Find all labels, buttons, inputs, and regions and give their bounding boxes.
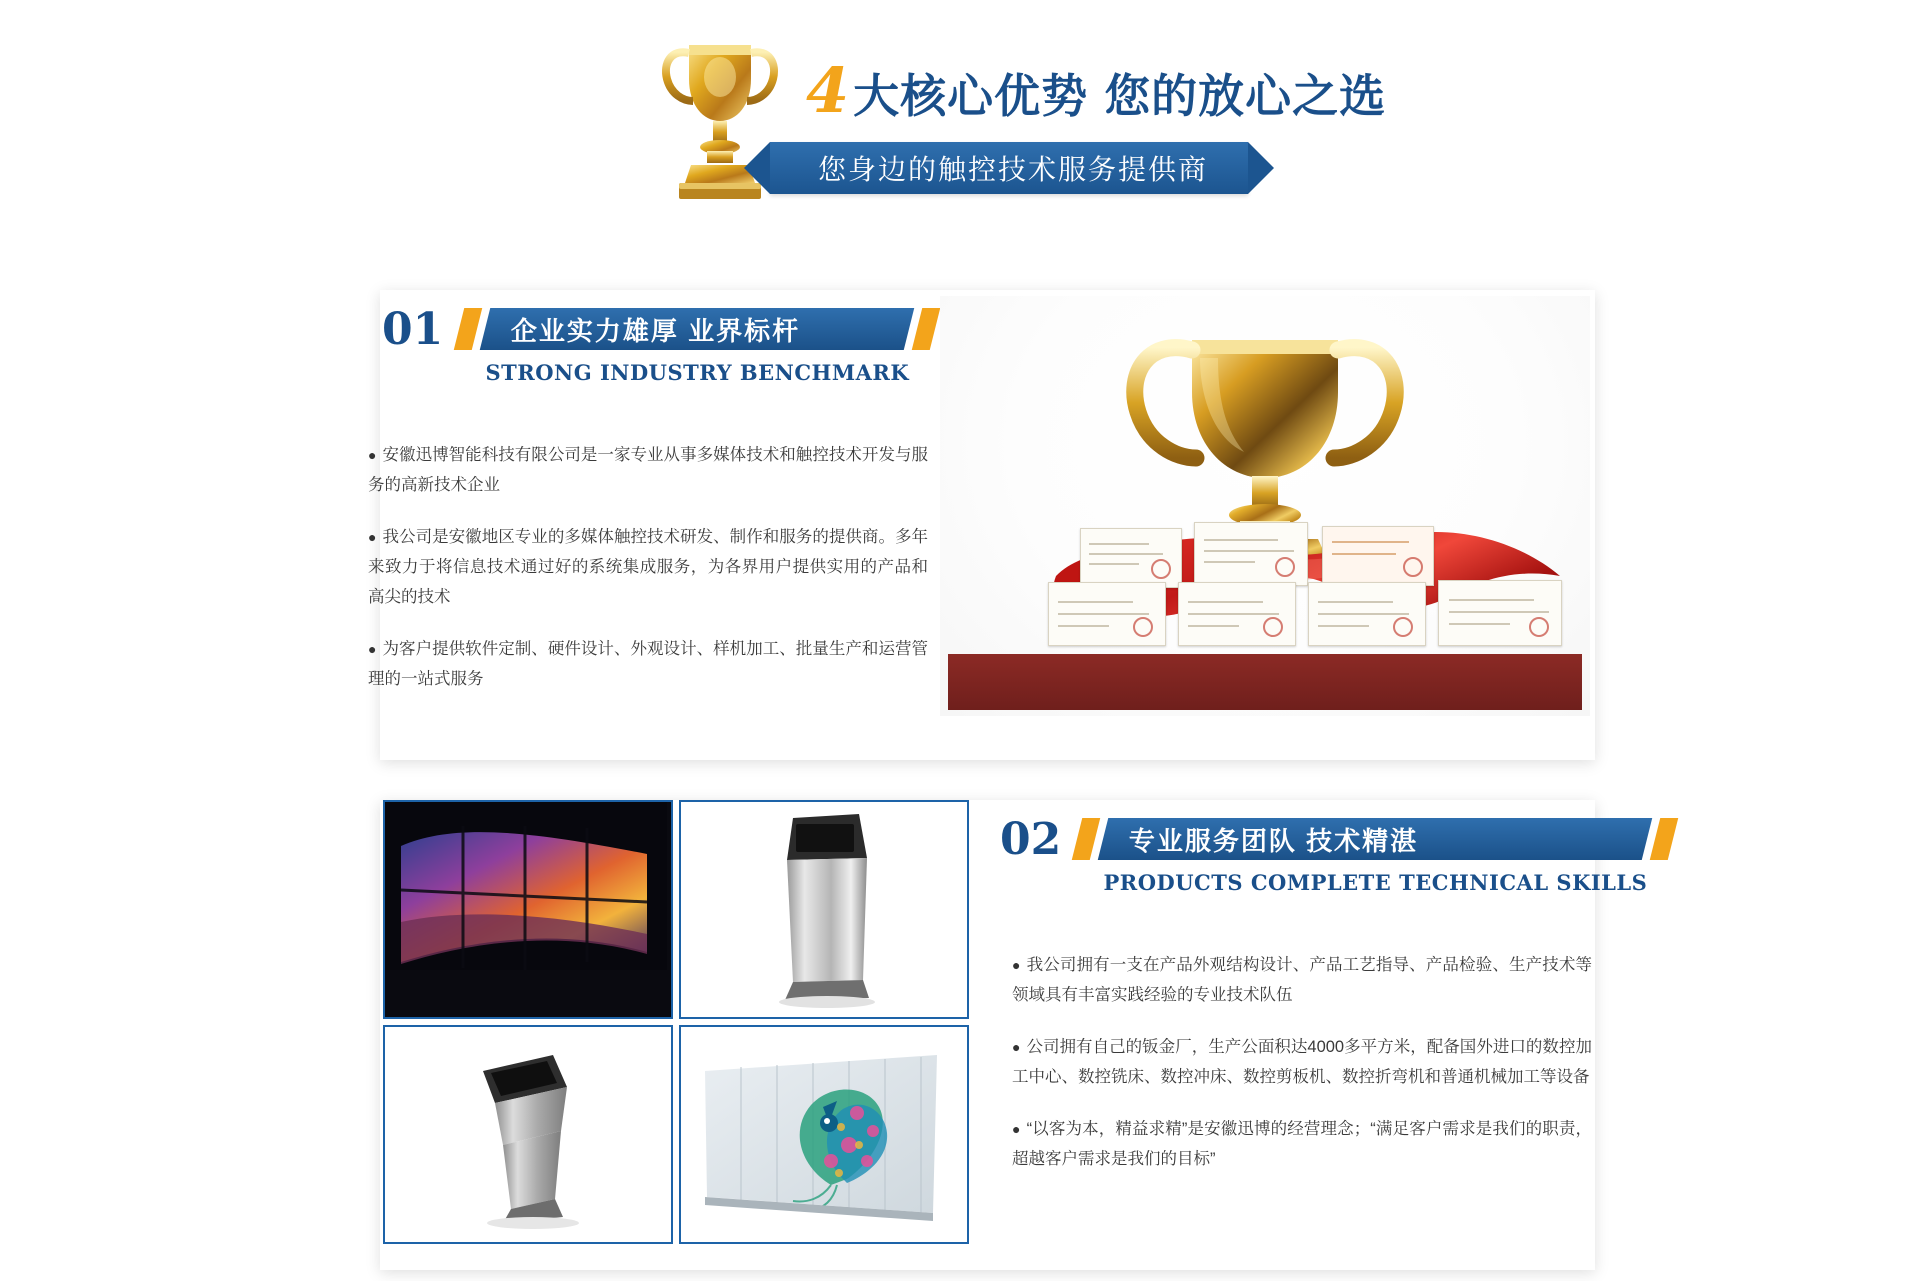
bullet-dot-icon: ● <box>368 447 377 463</box>
bullet-dot-icon: ● <box>1012 1039 1021 1055</box>
hero-title-part1: 大核心优势 <box>853 70 1089 122</box>
page-header <box>0 0 1920 230</box>
bullet-text: 安徽迅博智能科技有限公司是一家专业从事多媒体技术和触控技术开发与服务的高新技术企业 <box>368 446 928 494</box>
bullet-item <box>1012 1114 1592 1174</box>
bullet-dot-icon: ● <box>1012 957 1021 973</box>
band-accent-right <box>1650 818 1678 860</box>
thumbnail-kiosk-tall[interactable] <box>679 800 969 1019</box>
display-stage <box>948 654 1582 710</box>
certificate <box>1308 582 1426 646</box>
bullet-item <box>368 634 928 694</box>
thumbnail-kiosk-angled[interactable] <box>383 1025 673 1244</box>
bullet-dot-icon: ● <box>1012 1121 1021 1137</box>
hero-title <box>806 54 1387 127</box>
section-02-title-cn: 专业服务团队 技术精湛 <box>1129 825 1419 856</box>
hero-ribbon <box>770 142 1248 194</box>
certificate <box>1080 528 1182 588</box>
bullet-item <box>368 522 928 612</box>
bullet-text: 我公司是安徽地区专业的多媒体触控技术研发、制作和服务的提供商。多年来致力于将信息技术通过好的系统集成服务，为各界用户提供实用的产品和高尖的技术 <box>368 528 928 606</box>
section-02-number: 02 <box>1000 814 1062 865</box>
section-02-heading <box>1000 814 1648 895</box>
certificate <box>1322 526 1434 586</box>
certificates-group <box>990 520 1550 650</box>
hero-title-part2: 您的放心之选 <box>1104 70 1387 122</box>
bullet-dot-icon: ● <box>368 529 377 545</box>
certificate <box>1048 582 1166 646</box>
section-01-band <box>480 308 914 350</box>
section-02-title-en: PRODUCTS COMPLETE TECHNICAL SKILLS <box>1103 870 1648 895</box>
section-02-bullets <box>1012 950 1592 1196</box>
hero-number: 4 <box>806 54 850 127</box>
section-01-number: 01 <box>382 304 444 355</box>
certificate <box>1178 582 1296 646</box>
trophy-certificates-image <box>940 296 1590 716</box>
certificate <box>1194 522 1308 586</box>
hero-ribbon-text: 您身边的触控技术服务提供商 <box>818 154 1209 185</box>
section-01-heading <box>382 304 910 385</box>
certificate <box>1438 580 1562 646</box>
section-02-band <box>1098 818 1652 860</box>
bullet-text: 为客户提供软件定制、硬件设计、外观设计、样机加工、批量生产和运营管理的一站式服务 <box>368 640 928 688</box>
thumbnail-video-wall[interactable] <box>383 800 673 1019</box>
bullet-text: “以客为本，精益求精”是安徽迅博的经营理念；“满足客户需求是我们的职责，超越客户需求是我们的目标” <box>1012 1120 1592 1168</box>
section-01-title-en: STRONG INDUSTRY BENCHMARK <box>485 360 910 385</box>
bullet-text: 公司拥有自己的钣金厂，生产公面积达4000多平方米，配备国外进口的数控加工中心、数控铣床、数控冲床、数控剪板机、数控折弯机和普通机械加工等设备 <box>1012 1038 1592 1086</box>
bullet-item <box>1012 950 1592 1010</box>
bullet-text: 我公司拥有一支在产品外观结构设计、产品工艺指导、产品检验、生产技术等领域具有丰富实践经验的专业技术队伍 <box>1012 956 1592 1004</box>
bullet-item <box>368 440 928 500</box>
section-01-title-cn: 企业实力雄厚 业界标杆 <box>511 315 801 346</box>
section-01-bullets <box>368 440 928 716</box>
bullet-item <box>1012 1032 1592 1092</box>
thumbnail-led-transparent-screen[interactable] <box>679 1025 969 1244</box>
bullet-dot-icon: ● <box>368 641 377 657</box>
